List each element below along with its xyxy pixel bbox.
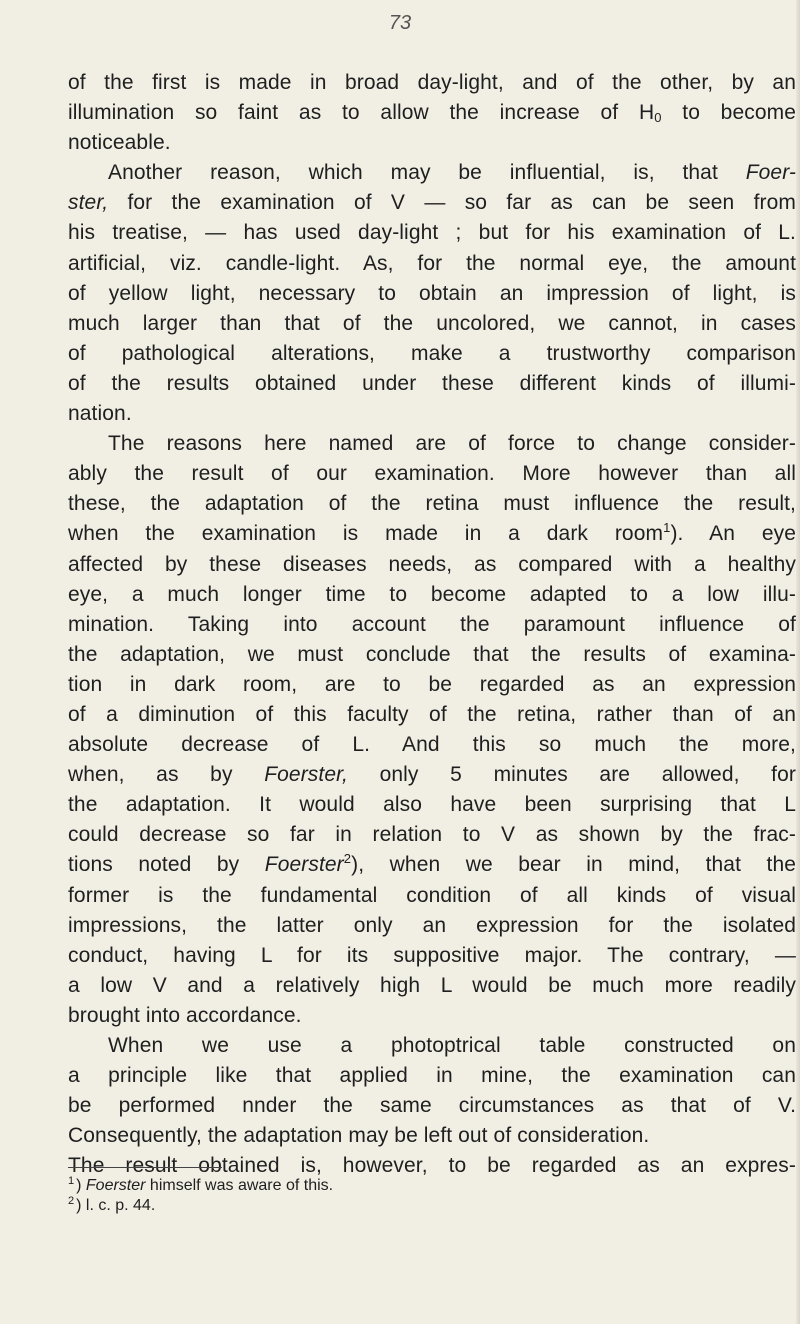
footnote-ref: 2 xyxy=(343,851,352,867)
text-line xyxy=(68,1121,796,1151)
text-line xyxy=(68,700,796,730)
footnote-ref: 1 xyxy=(663,520,671,536)
text-run: former is the fundamental condition of all kinds of visual xyxy=(68,883,796,907)
text-line xyxy=(68,760,796,790)
text-run: could decrease so far in relation to V as shown by the frac- xyxy=(68,823,796,847)
footnote-marker: 1 xyxy=(68,1175,75,1187)
text-line xyxy=(68,580,796,610)
text-run: himself was aware of this. xyxy=(145,1177,334,1194)
text-run: when, as by xyxy=(68,763,265,787)
text-line xyxy=(68,158,796,188)
text-run: When we use a photoptrical table constructed on xyxy=(108,1034,796,1057)
text-run: only 5 minutes are allowed, for xyxy=(347,763,796,787)
subscript: 0 xyxy=(654,110,662,126)
text-line xyxy=(68,279,796,309)
text-line xyxy=(68,1091,796,1121)
text-run: mination. Taking into account the paramount influence of xyxy=(68,612,796,636)
text-run: his treatise, — has used day-light ; but for his examination of L. xyxy=(68,221,796,245)
text-line xyxy=(68,429,796,459)
text-line xyxy=(68,489,796,519)
text-line xyxy=(68,550,796,580)
text-line xyxy=(68,309,796,339)
text-line xyxy=(68,941,796,971)
text-run: of the first is made in broad day-light, and of the other, by an xyxy=(68,71,796,94)
text-run: for the examination of V — so far as can be seen from xyxy=(108,191,796,215)
text-run: affected by these diseases needs, as compared with a healthy xyxy=(68,552,796,576)
text-run: ) l. c. p. 44. xyxy=(76,1197,156,1214)
text-line xyxy=(68,519,796,549)
footnote-marker: 2 xyxy=(68,1195,75,1207)
text-line xyxy=(68,399,796,429)
text-run: conduct, having L for its suppositive major. The contrary, — xyxy=(68,943,796,967)
text-run: of a diminution of this faculty of the retina, rather than of an xyxy=(68,702,796,726)
footnotes xyxy=(68,1176,333,1216)
text-run: absolute decrease of L. And this so much the more, xyxy=(68,733,796,757)
text-line xyxy=(68,339,796,369)
text-run: artificial, viz. candle-light. As, for the normal eye, the amount xyxy=(68,251,796,275)
italic-run: Foerster xyxy=(85,1177,146,1194)
text-run: a low V and a relatively high L would be much more readily xyxy=(68,973,796,997)
text-run: The reasons here named are of force to change consider- xyxy=(108,432,796,456)
text-run: of yellow light, necessary to obtain an impression of light, is xyxy=(68,281,796,305)
text-line xyxy=(68,610,796,640)
text-run: nation. xyxy=(68,402,132,426)
text-run: ). An eye xyxy=(670,522,796,546)
italic-run: ster, xyxy=(68,191,109,215)
italic-run: Foerster, xyxy=(264,763,348,787)
text-run: the adaptation, we must conclude that the results of examina- xyxy=(68,642,796,666)
footnote-rule xyxy=(68,1167,222,1168)
text-line xyxy=(68,790,796,820)
text-line xyxy=(68,459,796,489)
footnote xyxy=(68,1176,333,1196)
text-run: brought into accordance. xyxy=(68,1003,302,1027)
text-run: Another reason, which may be influential, is, that xyxy=(108,161,746,185)
text-run: The result obtained is, however, to be regarded as an expres- xyxy=(68,1154,796,1178)
text-run: these, the adaptation of the retina must influence the result, xyxy=(68,492,796,516)
text-run: ably the result of our examination. More however than all xyxy=(68,462,796,486)
text-line xyxy=(68,881,796,911)
text-line xyxy=(68,218,796,248)
text-line xyxy=(68,1001,796,1031)
text-line xyxy=(68,911,796,941)
page-number: 73 xyxy=(388,12,412,34)
text-run: much larger than that of the uncolored, we cannot, in cases xyxy=(68,311,796,335)
text-run: be performed nnder the same circumstances as that of V. xyxy=(68,1094,796,1118)
text-line xyxy=(68,188,796,218)
italic-run: Foer- xyxy=(745,161,796,185)
text-run: ) xyxy=(76,1177,86,1194)
text-line xyxy=(68,249,796,279)
italic-run: Foerster xyxy=(264,853,344,877)
text-run: when the examination is made in a dark room xyxy=(68,522,664,546)
text-run: tions noted by xyxy=(68,853,265,877)
text-line xyxy=(68,850,796,880)
text-run: illumination so faint as to allow the increase of H xyxy=(68,101,655,125)
text-run: tion in dark room, are to be regarded as an expression xyxy=(68,672,796,696)
text-run: Consequently, the adaptation may be left out of consideration. xyxy=(68,1124,650,1148)
text-line xyxy=(68,820,796,850)
text-line xyxy=(68,670,796,700)
text-line xyxy=(68,369,796,399)
text-line xyxy=(68,68,796,98)
text-run: ), when we bear in mind, that the xyxy=(351,853,797,877)
footnote xyxy=(68,1196,333,1216)
text-run: a principle like that applied in mine, the examination can xyxy=(68,1064,796,1088)
page-edge xyxy=(796,0,800,1324)
body-text xyxy=(68,68,796,1181)
text-run: of pathological alterations, make a trustworthy comparison xyxy=(68,341,796,365)
text-run: to become xyxy=(661,101,796,125)
text-run: of the results obtained under these different kinds of illumi- xyxy=(68,371,796,395)
text-line xyxy=(68,640,796,670)
text-line xyxy=(68,1061,796,1091)
text-line xyxy=(68,1031,796,1061)
text-run: the adaptation. It would also have been surprising that L xyxy=(68,793,796,817)
text-run: impressions, the latter only an expression for the isolated xyxy=(68,913,796,937)
text-line xyxy=(68,730,796,760)
text-line xyxy=(68,128,796,158)
text-line xyxy=(68,98,796,128)
text-run: eye, a much longer time to become adapted to a low illu- xyxy=(68,582,796,606)
text-run: noticeable. xyxy=(68,131,171,155)
text-line xyxy=(68,971,796,1001)
